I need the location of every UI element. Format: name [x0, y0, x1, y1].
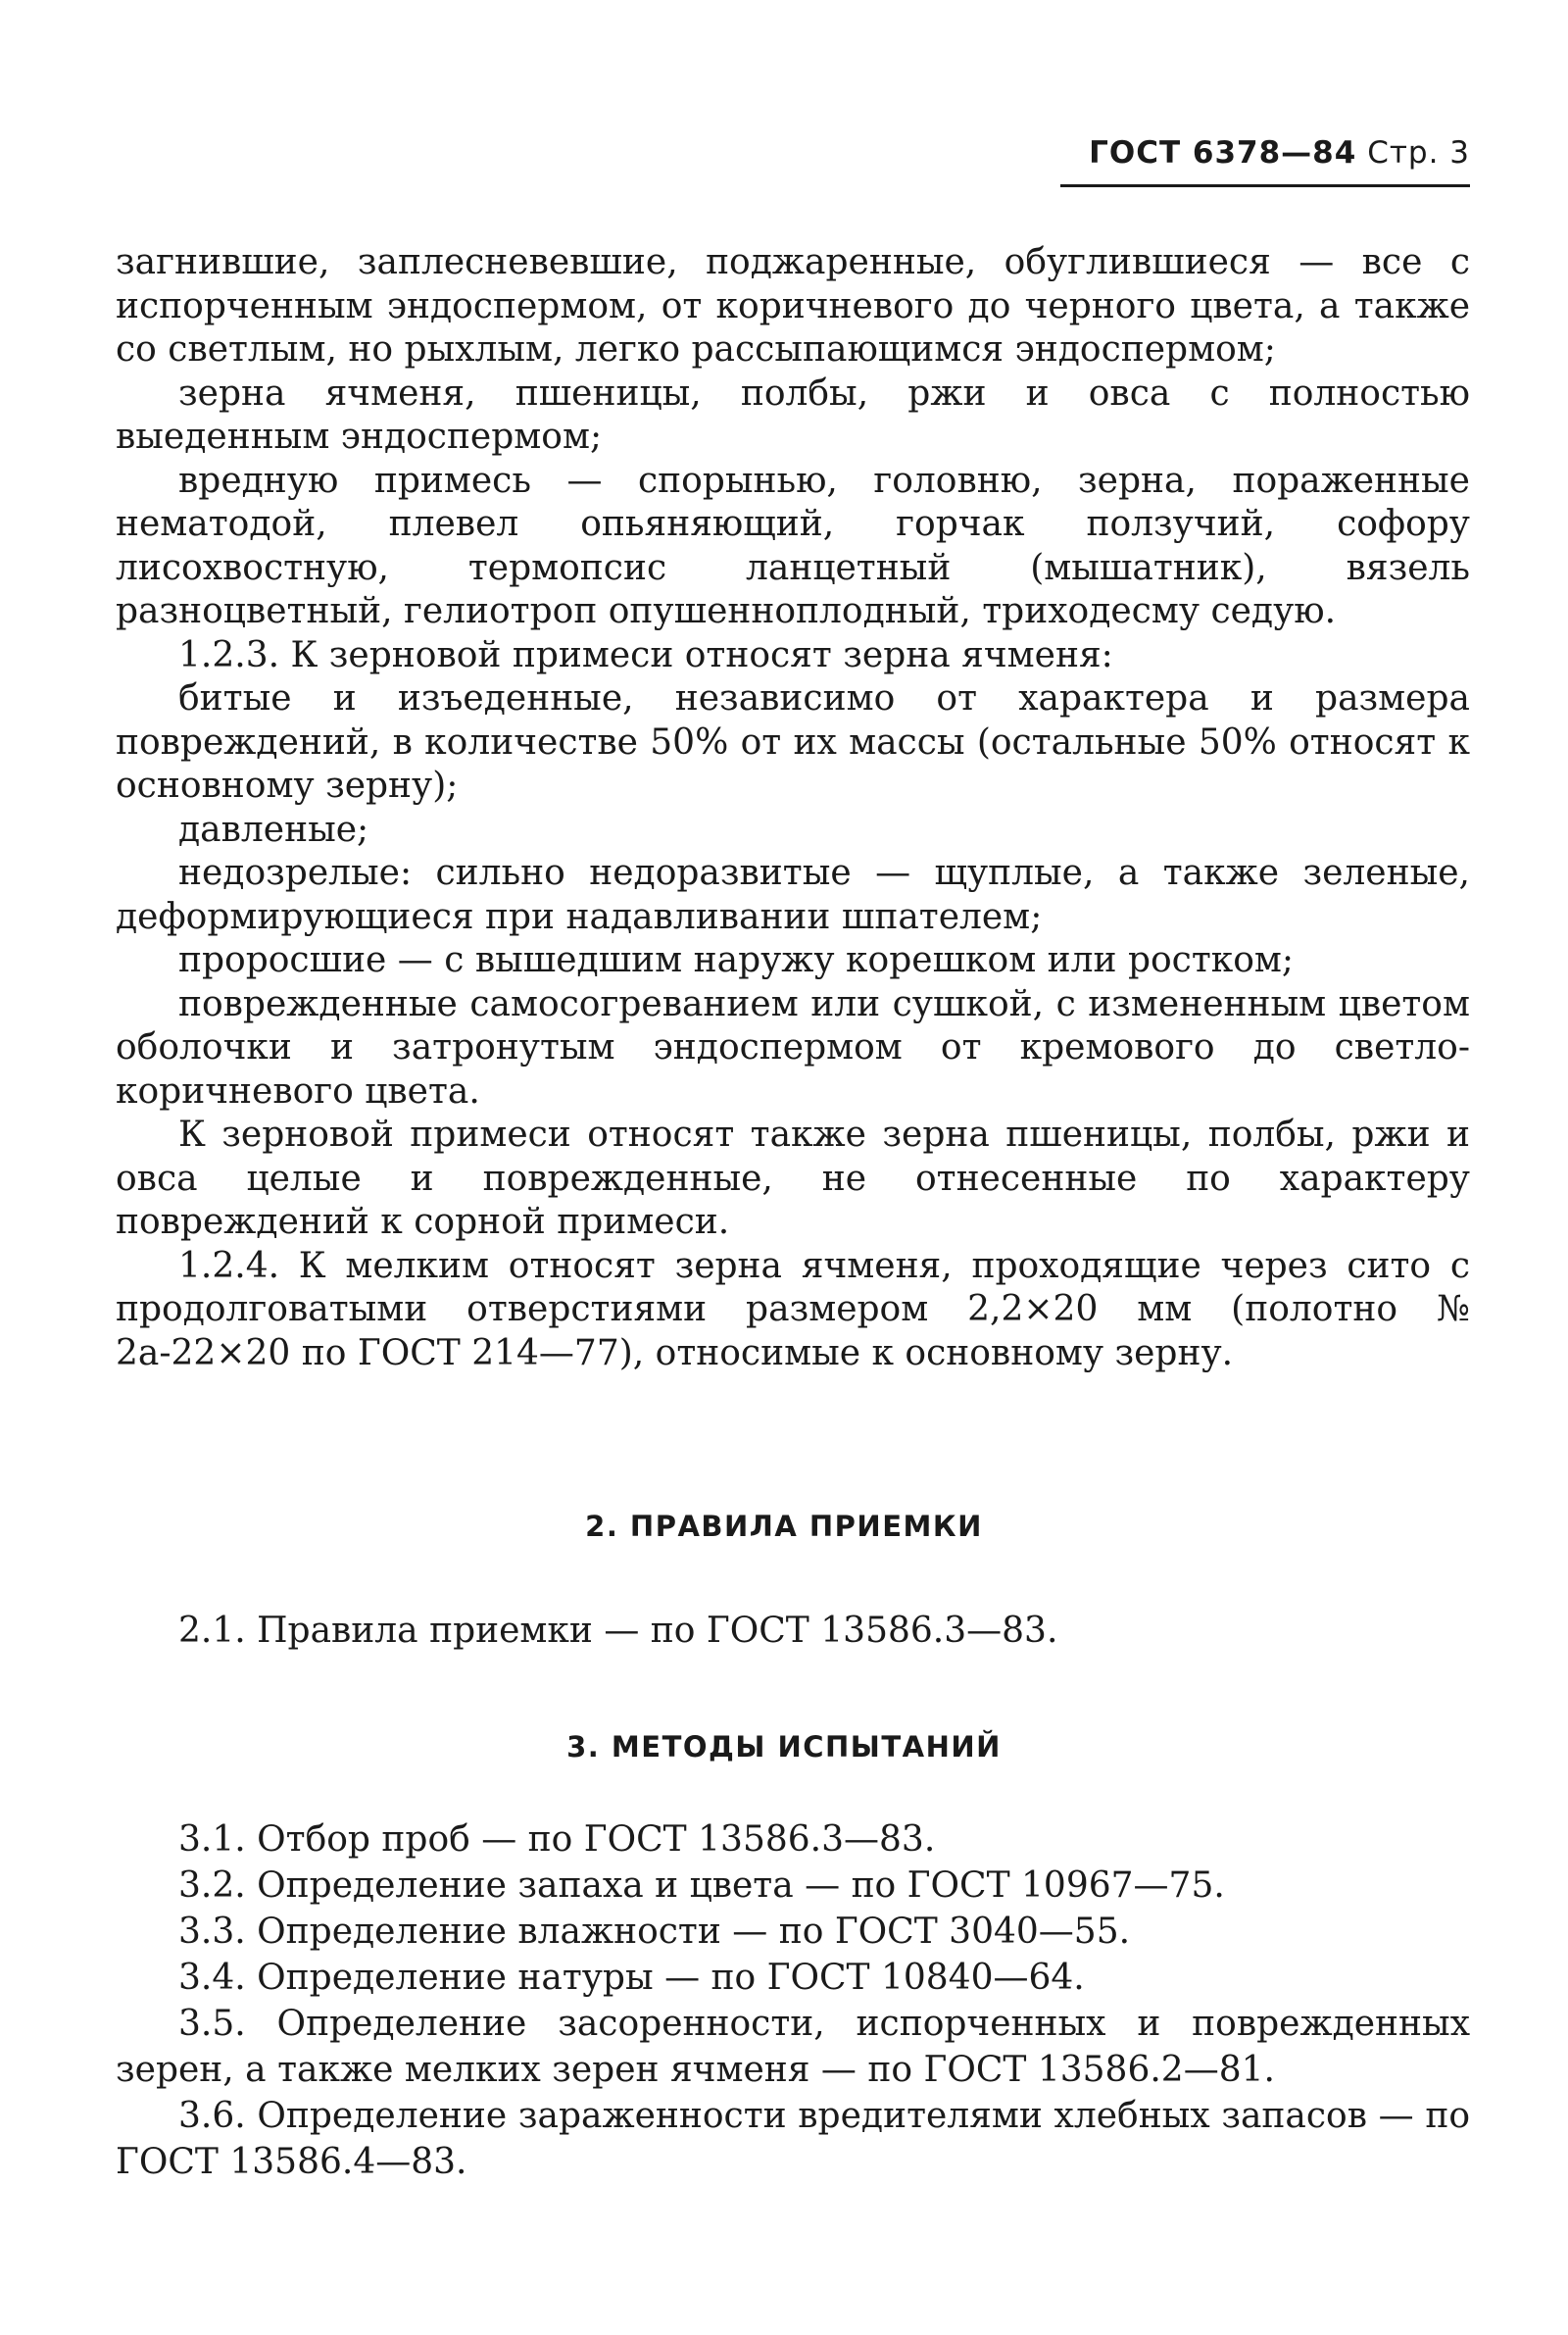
paragraph: 1.2.3. К зерновой примеси относят зерна ячменя: [178, 634, 1113, 675]
list-item: 3.1. Отбор проб — по ГОСТ 13586.3—83. [178, 1819, 936, 1860]
paragraph: К зерновой примеси относят также зерна пшеницы, полбы, ржи и овса целые и поврежденные, не отнесенные по характеру повреждений к сорной примеси. [116, 1115, 1470, 1242]
section-3-title: 3. МЕТОДЫ ИСПЫТАНИЙ [566, 1730, 1002, 1764]
standard-code: ГОСТ 6378—84 [1089, 135, 1357, 171]
list-item: 3.5. Определение засоренности, испорченных и поврежденных зерен, а также мелких зерен ячменя — по ГОСТ 13586.2—81. [116, 2004, 1470, 2090]
paragraph: давленые; [178, 809, 369, 850]
list-item: 3.2. Определение запаха и цвета — по ГОСТ 10967—75. [178, 1865, 1225, 1906]
list-item: 3.4. Определение натуры — по ГОСТ 10840—64. [178, 1958, 1085, 1998]
paragraph: вредную примесь — спорынью, головню, зерна, пораженные нематодой, плевел опьяняющий, горчак ползучий, софору лисохвостную, термопсис ланцетный (мышатник), вязель разноцветный, гелиотроп опушенноплодный, триходесму седую. [116, 460, 1470, 631]
section-2-title: 2. ПРАВИЛА ПРИЕМКИ [585, 1510, 983, 1543]
section-2-body [116, 1608, 1470, 1654]
paragraph: загнившие, заплесневевшие, поджаренные, обуглившиеся — все с испорченным эндоспермом, от коричневого до черного цвета, а также со светлым, но рыхлым, легко рассыпающимся эндоспермом; [116, 242, 1470, 370]
header-rule [1060, 184, 1470, 187]
paragraph: проросшие — с вышедшим наружу корешком или ростком; [178, 940, 1295, 980]
paragraph: недозрелые: сильно недоразвитые — щуплые, а также зеленые, деформирующиеся при надавливании шпателем; [116, 853, 1470, 937]
paragraph: поврежденные самосогреванием или сушкой, с измененным цветом оболочки и затронутым эндоспермом от кремового до светло-коричневого цвета. [116, 983, 1470, 1112]
intro-text [116, 241, 1470, 1375]
paragraph: битые и изъеденные, независимо от характера и размера повреждений, в количестве 50% от их массы (остальные 50% относят к основному зерну); [116, 678, 1470, 806]
paragraph: зерна ячменя, пшеницы, полбы, ржи и овса с полностью выеденным эндоспермом; [116, 373, 1470, 457]
page-header [1089, 135, 1470, 171]
paragraph: 1.2.4. К мелким относят зерна ячменя, проходящие через сито с продолговатыми отверстиями размером 2,2×20 мм (полотно № 2а-22×20 по ГОСТ 214—77), относимые к основному зерну. [116, 1245, 1470, 1373]
list-item: 2.1. Правила приемки — по ГОСТ 13586.3—83. [178, 1611, 1058, 1651]
list-item: 3.6. Определение зараженности вредителями хлебных запасов — по ГОСТ 13586.4—83. [116, 2096, 1470, 2182]
section-3-body [116, 1816, 1470, 2185]
list-item: 3.3. Определение влажности — по ГОСТ 3040—55. [178, 1912, 1131, 1952]
page-number: Стр. 3 [1367, 135, 1470, 171]
